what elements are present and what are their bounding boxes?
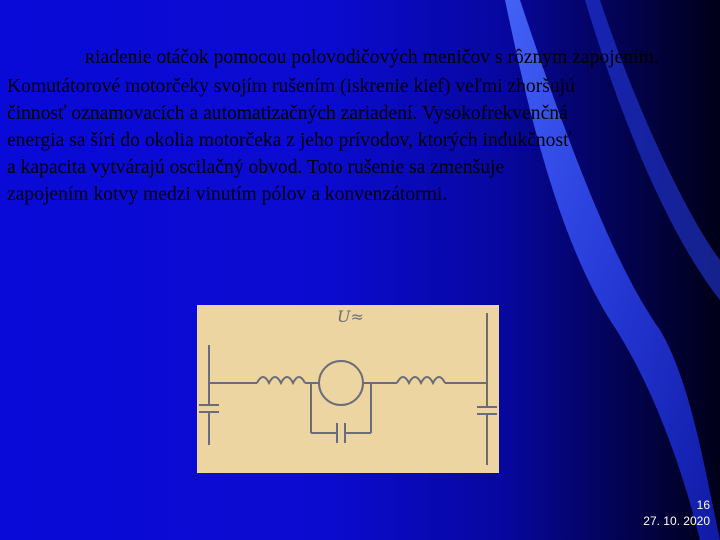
slide-text — [7, 44, 709, 208]
body-line-4: a kapacita vytvárajú oscilačný obvod. Toto rušenie sa zmenšuje — [7, 157, 505, 178]
body-line-1: Komutátorové motorčeky svojím rušením (iskrenie kief) veľmi zhoršujú — [7, 76, 575, 97]
right-inductor — [397, 377, 445, 383]
figure-label: U≈ — [337, 307, 364, 326]
title-rest: iadenie otáčok pomocou polovodičových meničov s rôznym zapojením. — [95, 47, 659, 68]
slide-title — [7, 44, 709, 73]
slide-number: 16 — [696, 498, 710, 512]
left-inductor — [257, 377, 305, 383]
slide-footer — [643, 497, 710, 529]
body-line-3: energia sa šíri do okolia motorčeka z jeho prívodov, ktorých indukčnosť — [7, 130, 572, 151]
motor-symbol — [319, 361, 363, 405]
circuit-diagram-image — [197, 305, 499, 473]
body-line-2: činnosť oznamovacích a automatizačných zariadení. Vysokofrekvenčná — [7, 103, 568, 124]
slide-date: 27. 10. 2020 — [643, 514, 710, 528]
body-line-5: zapojením kotvy medzi vinutím pólov a konvenzátormi. — [7, 184, 448, 205]
title-first-letter: R — [85, 51, 96, 67]
